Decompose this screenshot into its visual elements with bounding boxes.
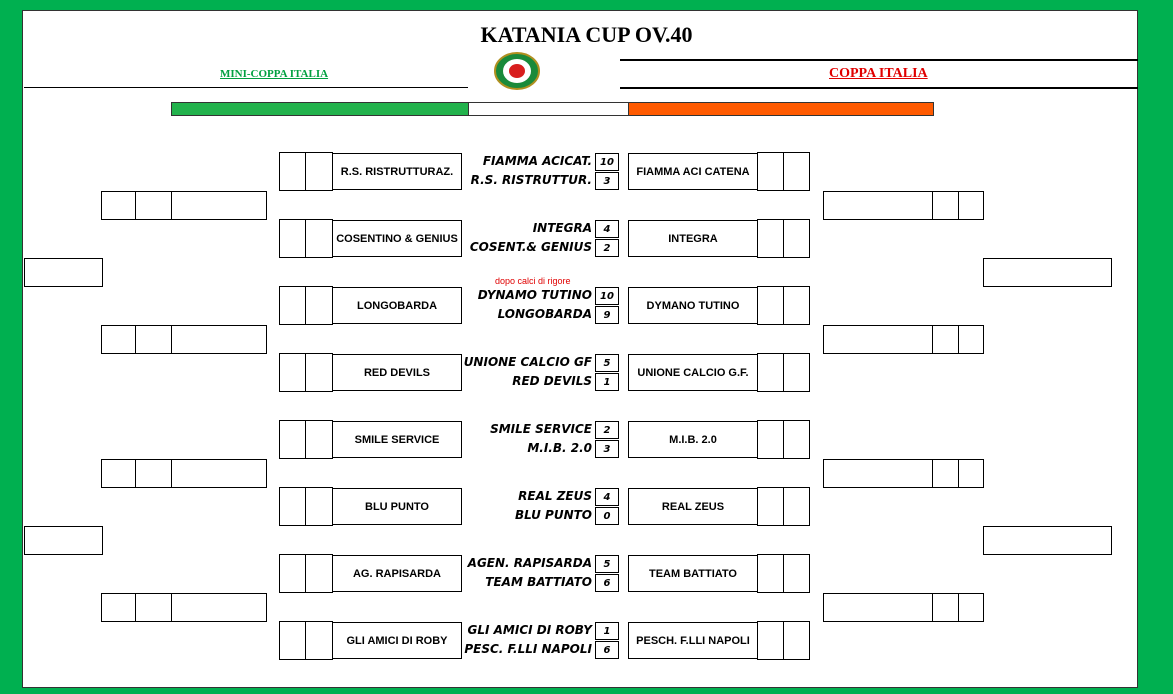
qf-right-score-a[interactable]: [932, 593, 959, 622]
right-score-box-a[interactable]: [757, 152, 784, 191]
match-home-score: 5: [595, 555, 619, 573]
left-score-box-b[interactable]: [305, 621, 333, 660]
qf-right-score-a[interactable]: [932, 191, 959, 220]
match-away-score: 1: [595, 373, 619, 391]
right-score-box-a[interactable]: [757, 420, 784, 459]
match-home-team: SMILE SERVICE: [490, 422, 592, 436]
left-team-name: RED DEVILS: [332, 354, 462, 391]
left-score-box-a[interactable]: [279, 420, 306, 459]
left-team-name: R.S. RISTRUTTURAZ.: [332, 153, 462, 190]
left-team-name: LONGOBARDA: [332, 287, 462, 324]
left-score-box-a[interactable]: [279, 286, 306, 325]
left-score-box-a[interactable]: [279, 487, 306, 526]
match-away-score: 3: [595, 172, 619, 190]
match-away-score: 0: [595, 507, 619, 525]
left-score-box-a[interactable]: [279, 554, 306, 593]
match-away-team: COSENT.& GENIUS: [469, 240, 592, 254]
match-home-score: 4: [595, 488, 619, 506]
qf-right-score-b[interactable]: [958, 191, 984, 220]
match-home-score: 2: [595, 421, 619, 439]
header-divider-right-top: [620, 59, 1138, 61]
match-away-team: LONGOBARDA: [497, 307, 592, 321]
match-away-score: 6: [595, 574, 619, 592]
qf-left-score-b[interactable]: [135, 459, 172, 488]
flag-green-band: [171, 102, 469, 116]
left-team-name: COSENTINO & GENIUS: [332, 220, 462, 257]
right-team-name: FIAMMA ACI CATENA: [628, 153, 758, 190]
match-away-score: 6: [595, 641, 619, 659]
sf-left-team[interactable]: [24, 526, 103, 555]
right-score-box-b[interactable]: [783, 621, 810, 660]
qf-right-team[interactable]: [823, 325, 933, 354]
right-team-name: UNIONE CALCIO G.F.: [628, 354, 758, 391]
right-team-name: PESCH. F.LLI NAPOLI: [628, 622, 758, 659]
flag-white-band: [469, 102, 628, 116]
qf-right-team[interactable]: [823, 459, 933, 488]
qf-left-score-a[interactable]: [101, 191, 136, 220]
header-divider-left: [24, 87, 468, 88]
coppa-italia-link[interactable]: COPPA ITALIA: [829, 66, 928, 81]
match-home-team: UNIONE CALCIO GF: [463, 355, 592, 369]
left-score-box-b[interactable]: [305, 219, 333, 258]
right-score-box-a[interactable]: [757, 353, 784, 392]
left-score-box-b[interactable]: [305, 554, 333, 593]
right-score-box-a[interactable]: [757, 621, 784, 660]
match-home-score: 10: [595, 287, 619, 305]
qf-right-score-a[interactable]: [932, 459, 959, 488]
right-score-box-b[interactable]: [783, 219, 810, 258]
left-score-box-b[interactable]: [305, 353, 333, 392]
flag-orange-band: [628, 102, 934, 116]
match-away-team: RED DEVILS: [512, 374, 592, 388]
match-home-team: DYNAMO TUTINO: [477, 288, 592, 302]
left-team-name: SMILE SERVICE: [332, 421, 462, 458]
right-score-box-b[interactable]: [783, 353, 810, 392]
left-score-box-a[interactable]: [279, 152, 306, 191]
qf-left-score-a[interactable]: [101, 325, 136, 354]
qf-left-score-a[interactable]: [101, 459, 136, 488]
qf-right-team[interactable]: [823, 191, 933, 220]
match-home-team: REAL ZEUS: [518, 489, 592, 503]
match-away-team: BLU PUNTO: [514, 508, 592, 522]
qf-right-score-a[interactable]: [932, 325, 959, 354]
left-score-box-b[interactable]: [305, 487, 333, 526]
sf-left-team[interactable]: [24, 258, 103, 287]
match-home-team: FIAMMA ACICAT.: [482, 154, 592, 168]
left-team-name: GLI AMICI DI ROBY: [332, 622, 462, 659]
right-score-box-b[interactable]: [783, 554, 810, 593]
right-team-name: INTEGRA: [628, 220, 758, 257]
match-home-team: AGEN. RAPISARDA: [467, 556, 592, 570]
left-score-box-b[interactable]: [305, 152, 333, 191]
match-home-team: INTEGRA: [532, 221, 592, 235]
right-score-box-a[interactable]: [757, 219, 784, 258]
qf-left-team[interactable]: [171, 459, 267, 488]
match-away-team: TEAM BATTIATO: [485, 575, 592, 589]
qf-right-score-b[interactable]: [958, 593, 984, 622]
qf-right-score-b[interactable]: [958, 325, 984, 354]
match-away-score: 9: [595, 306, 619, 324]
qf-left-score-b[interactable]: [135, 191, 172, 220]
left-score-box-a[interactable]: [279, 219, 306, 258]
match-home-score: 1: [595, 622, 619, 640]
match-away-team: M.I.B. 2.0: [527, 441, 592, 455]
match-away-score: 2: [595, 239, 619, 257]
match-away-team: R.S. RISTRUTTUR.: [470, 173, 592, 187]
sf-right-team[interactable]: [983, 526, 1112, 555]
left-score-box-b[interactable]: [305, 286, 333, 325]
qf-left-score-b[interactable]: [135, 325, 172, 354]
right-team-name: REAL ZEUS: [628, 488, 758, 525]
page-title: KATANIA CUP OV.40: [480, 22, 693, 47]
match-home-team: GLI AMICI DI ROBY: [467, 623, 592, 637]
left-score-box-a[interactable]: [279, 621, 306, 660]
sf-right-team[interactable]: [983, 258, 1112, 287]
match-home-score: 10: [595, 153, 619, 171]
left-team-name: BLU PUNTO: [332, 488, 462, 525]
qf-left-team[interactable]: [171, 325, 267, 354]
qf-left-score-a[interactable]: [101, 593, 136, 622]
right-team-name: DYMANO TUTINO: [628, 287, 758, 324]
match-note: dopo calci di rigore: [495, 276, 571, 286]
right-score-box-a[interactable]: [757, 554, 784, 593]
left-team-name: AG. RAPISARDA: [332, 555, 462, 592]
match-away-team: PESC. F.LLI NAPOLI: [464, 642, 592, 656]
qf-right-team[interactable]: [823, 593, 933, 622]
roundel-logo: [494, 52, 540, 90]
left-score-box-a[interactable]: [279, 353, 306, 392]
right-team-name: TEAM BATTIATO: [628, 555, 758, 592]
left-score-box-b[interactable]: [305, 420, 333, 459]
right-team-name: M.I.B. 2.0: [628, 421, 758, 458]
right-score-box-b[interactable]: [783, 420, 810, 459]
match-home-score: 5: [595, 354, 619, 372]
mini-coppa-link[interactable]: MINI-COPPA ITALIA: [220, 68, 329, 80]
right-score-box-a[interactable]: [757, 487, 784, 526]
qf-right-score-b[interactable]: [958, 459, 984, 488]
match-home-score: 4: [595, 220, 619, 238]
right-score-box-b[interactable]: [783, 487, 810, 526]
right-score-box-b[interactable]: [783, 152, 810, 191]
qf-left-score-b[interactable]: [135, 593, 172, 622]
qf-left-team[interactable]: [171, 593, 267, 622]
header-divider-right-bottom: [620, 87, 1138, 89]
right-score-box-a[interactable]: [757, 286, 784, 325]
qf-left-team[interactable]: [171, 191, 267, 220]
right-score-box-b[interactable]: [783, 286, 810, 325]
match-away-score: 3: [595, 440, 619, 458]
